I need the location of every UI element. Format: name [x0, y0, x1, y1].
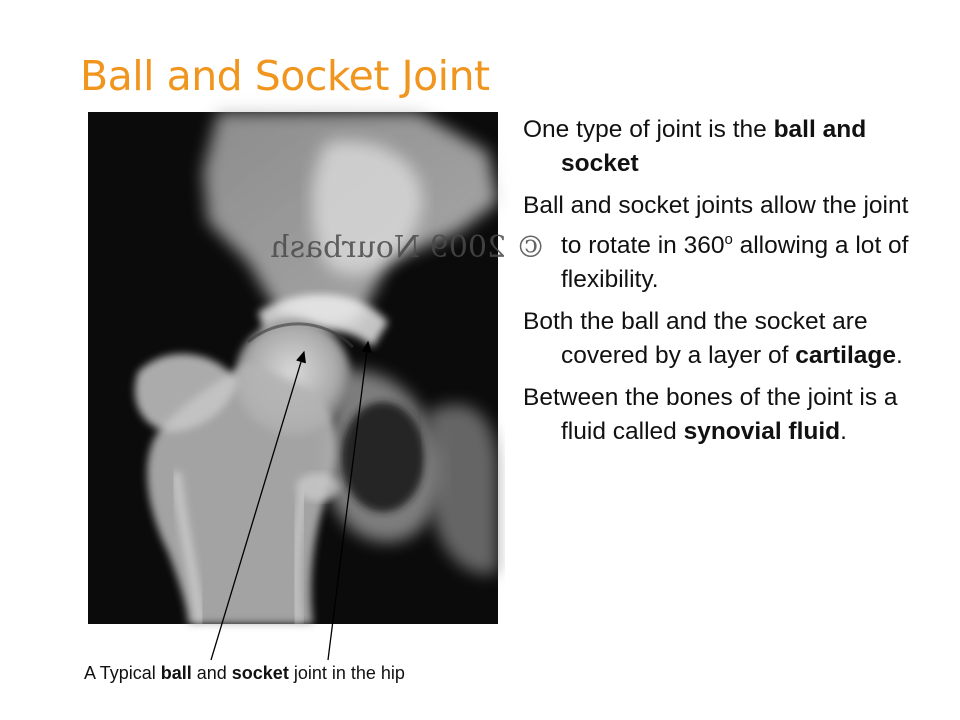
bullet-text: Both the ball and the socket are covered by a layer of — [523, 308, 868, 370]
bullet-text: Between the bones of the joint is a fluid called — [523, 384, 898, 446]
bullet-bold-text: ball and socket — [561, 116, 867, 177]
pointer-socket-arrow — [328, 342, 368, 660]
bullet-text: Ball and socket joints allow the joint to rotate in 360 — [523, 192, 909, 260]
caption-text: joint in the hip — [288, 663, 405, 683]
degree-superscript: o — [724, 231, 733, 248]
pointer-ball-arrow — [211, 352, 304, 660]
caption-bold-ball: ball — [160, 663, 192, 683]
bullet-text: One type of joint is the — [523, 116, 774, 143]
caption-text: A Typical — [84, 663, 161, 683]
bullet-text: . — [896, 342, 903, 370]
bullet-bold-text: cartilage — [795, 342, 897, 370]
caption-bold-socket: socket — [231, 663, 289, 683]
watermark-text: © 2009 Nourbash — [270, 230, 546, 265]
bullet-text: allowing a lot of flexibility. — [561, 232, 909, 294]
bullet-text: . — [840, 418, 847, 446]
slide-title: Ball and Socket Joint — [80, 52, 490, 100]
bullet-bold-text: synovial fluid — [683, 418, 841, 446]
caption-text: and — [191, 663, 232, 683]
